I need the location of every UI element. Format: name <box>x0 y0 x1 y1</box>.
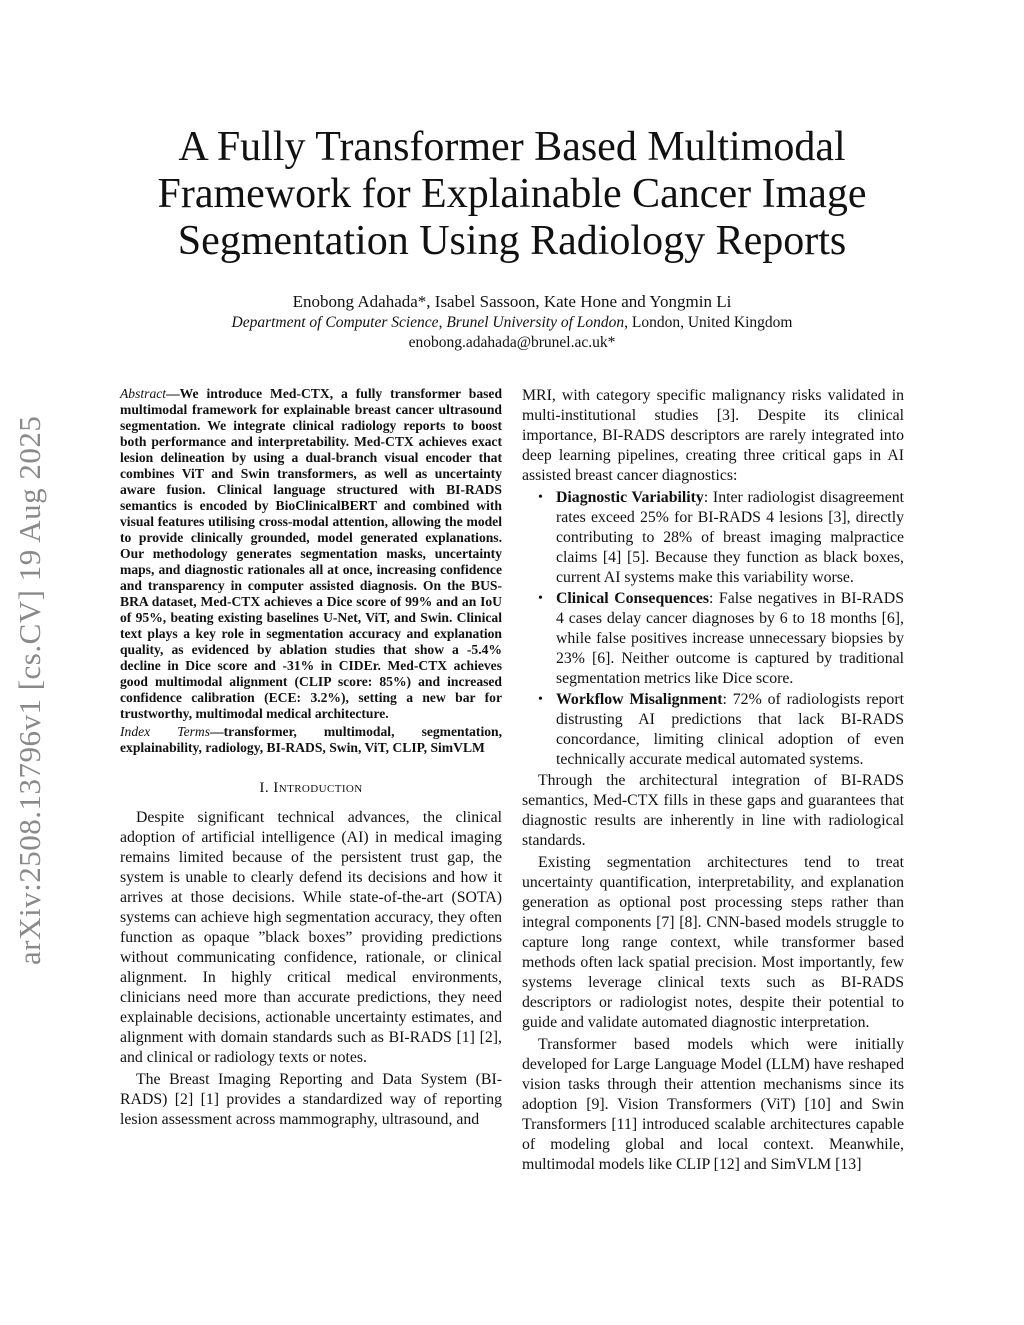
list-item-text: : False negatives in BI-RADS 4 cases delay cancer diagnoses by 6 to 18 months [6], while false positives increase unnecessary biopsies by 23% [6]. Neither outcome is captured by traditional segmentation metrics like Dice score. <box>556 590 904 687</box>
body-paragraph: Existing segmentation architectures tend to treat uncertainty quantification, interpretability, and explanation generation as optional post processing steps rather than integral components [7] [8]. CNN-based models struggle to capture long range context, while transformer based methods often lack spatial precision. Most importantly, few systems leverage clinical texts such as BI-RADS descriptors or radiologist notes, despite their potential to guide and validate automated diagnostic interpretation. <box>522 854 904 1031</box>
index-terms-text: —transformer, multimodal, segmentation, explainability, radiology, BI-RADS, Swin, ViT, CLIP, SimVLM <box>120 724 502 755</box>
index-terms-lead: Index Terms <box>120 724 211 739</box>
section-heading: I. Introduction <box>259 779 363 796</box>
bullet-icon: • <box>538 692 543 707</box>
affiliation-university: Brunel University of London <box>446 314 625 331</box>
right-column <box>522 386 904 1175</box>
list-item-term: Diagnostic Variability <box>556 489 704 506</box>
list-item <box>522 589 904 689</box>
list-item <box>522 690 904 770</box>
intro-continuation: MRI, with category specific malignancy risks validated in multi-institutional studies [3]. Despite its clinical importance, BI-RADS descriptors are rarely integrated into deep learning pipelines, creating three critical gaps in AI assisted breast cancer diagnostics: <box>522 387 904 484</box>
list-item <box>522 488 904 588</box>
index-terms <box>120 724 502 756</box>
author-email: enobong.adahada@brunel.ac.uk* <box>408 334 616 351</box>
gap-list <box>522 488 904 770</box>
body-paragraph: Transformer based models which were initially developed for Large Language Model (LLM) have reshaped vision tasks through their attention mechanisms since its adoption [9]. Vision Transformers (ViT) [10] and Swin Transformers [11] introduced scalable architectures capable of modeling global and local context. Meanwhile, multimodal models like CLIP [12] and SimVLM [13] <box>522 1036 904 1173</box>
abstract-lead: Abstract <box>120 386 167 401</box>
list-item-text: : Inter radiologist disagreement rates exceed 25% for BI-RADS 4 lesions [3], directly contributing to 28% of breast imaging malpractice claims [4] [5]. Because they function as black boxes, current AI systems make this variability worse. <box>556 489 905 586</box>
intro-paragraph: The Breast Imaging Reporting and Data System (BI-RADS) [2] [1] provides a standardized way of reporting lesion assessment across mammography, ultrasound, and <box>120 1071 502 1128</box>
bullet-icon: • <box>538 490 543 505</box>
bullet-icon: • <box>538 591 543 606</box>
affiliation-department: Department of Computer Science <box>231 314 439 331</box>
abstract-text: —We introduce Med-CTX, a fully transformer based multimodal framework for explainable breast cancer ultrasound segmentation. We integrate clinical radiology reports to boost both performance and interpretability. Med-CTX achieves exact lesion delineation by using a dual-branch visual encoder that combines ViT and Swin transformers, as well as uncertainty aware fusion. Clinical language structured with BI-RADS semantics is encoded by BioClinicalBERT and combined with visual features utilising cross-modal attention, allowing the model to provide clinically grounded, model generated explanations. Our methodology generates segmentation masks, uncertainty maps, and diagnostic rationales all at once, increasing confidence and transparency in computer assisted diagnosis. On the BUS-BRA dataset, Med-CTX achieves a Dice score of 99% and an IoU of 95%, beating existing baselines U-Net, ViT, and Swin. Clinical text plays a key role in segmentation accuracy and explanation quality, as evidenced by ablation studies that show a -5.4% decline in Dice score and -31% in CIDEr. Med-CTX achieves good multimodal alignment (CLIP score: 85%) and increased confidence calibration (ECE: 3.2%), setting a new bar for trustworthy, multimodal medical architecture. <box>120 386 502 721</box>
intro-paragraph: Despite significant technical advances, the clinical adoption of artificial intelligence (AI) in medical imaging remains limited because of the persistent trust gap, the system is unable to clearly defend its decisions and how it arrives at those decisions. While state-of-the-art (SOTA) systems can achieve high segmentation accuracy, they often function as opaque ”black boxes” providing predictions without communicating confidence, rationale, or clinical alignment. In highly critical medical environments, clinicians need more than accurate predictions, they need explainable decisions, actionable uncertainty estimates, and alignment with domain standards such as BI-RADS [1] [2], and clinical or radiology texts or notes. <box>120 809 502 1066</box>
author-list: Enobong Adahada*, Isabel Sassoon, Kate Hone and Yongmin Li <box>292 292 732 311</box>
affiliation: Department of Computer Science, Brunel University of London, London, United Kingdom <box>231 314 793 331</box>
affiliation-location: , London, United Kingdom <box>624 314 793 331</box>
list-item-term: Clinical Consequences <box>556 590 709 607</box>
arxiv-identifier: arXiv:2508.13796v1 [cs.CV] 19 Aug 2025 <box>12 415 47 965</box>
left-column <box>120 386 502 1130</box>
abstract <box>120 386 502 722</box>
list-item-term: Workflow Misalignment <box>556 691 723 708</box>
list-item-text: : 72% of radiologists report distrusting AI predictions that lack BI-RADS concordance, limiting clinical adoption of even technically accurate medical automated systems. <box>556 691 904 768</box>
body-paragraph: Through the architectural integration of BI-RADS semantics, Med-CTX fills in these gaps and guarantees that diagnostic results are inherently in line with radiological standards. <box>522 772 904 849</box>
paper-title: A Fully Transformer Based Multimodal Framework for Explainable Cancer Image Segmentation Using Radiology Reports <box>157 124 867 264</box>
